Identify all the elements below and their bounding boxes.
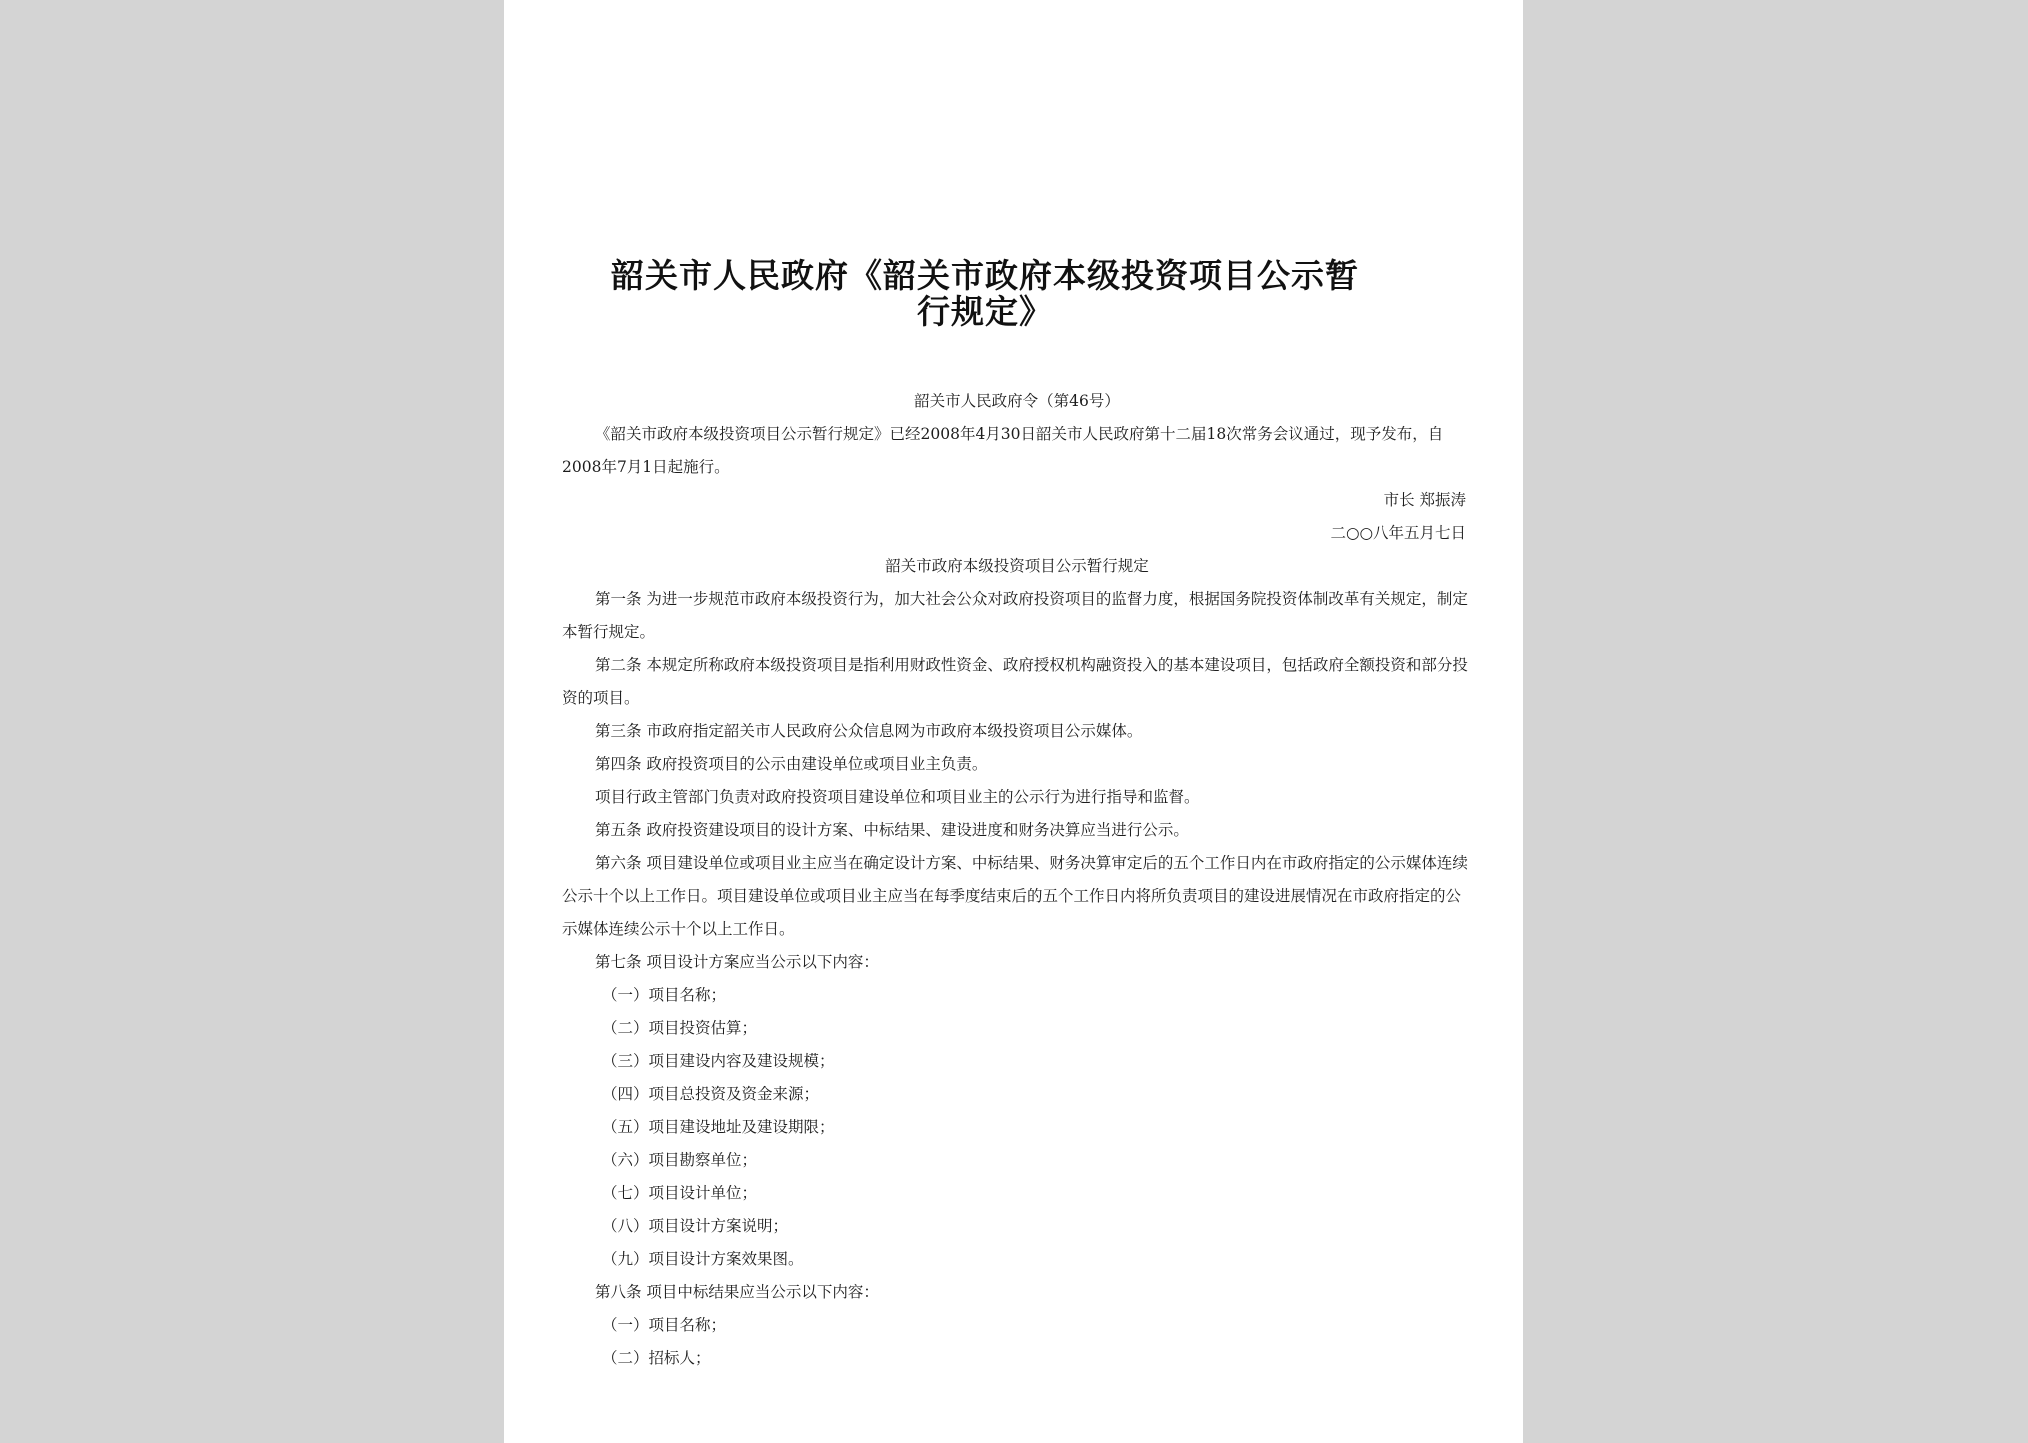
document-page [504, 0, 1523, 1443]
list-item: （一）项目名称； [602, 1316, 727, 1334]
article-paragraph: 第三条 市政府指定韶关市人民政府公众信息网为市政府本级投资项目公示媒体。 [595, 722, 1143, 740]
regulation-subtitle: 韶关市政府本级投资项目公示暂行规定 [885, 557, 1149, 575]
list-item: （二）招标人； [602, 1349, 711, 1367]
issue-date: 二○○八年五月七日 [1330, 524, 1466, 542]
intro-paragraph: 《韶关市政府本级投资项目公示暂行规定》已经2008年4月30日韶关市人民政府第十二届18次常务会议通过，现予发布，自2008年7月1日起施行。 [562, 425, 1444, 476]
article-paragraph: 第七条 项目设计方案应当公示以下内容： [595, 953, 879, 971]
article-paragraph: 项目行政主管部门负责对政府投资项目建设单位和项目业主的公示行为进行指导和监督。 [595, 788, 1200, 806]
list-item: （二）项目投资估算； [602, 1019, 758, 1037]
list-item: （七）项目设计单位； [602, 1184, 758, 1202]
article-paragraph: 第四条 政府投资项目的公示由建设单位或项目业主负责。 [595, 755, 988, 773]
list-item: （八）项目设计方案说明； [602, 1217, 789, 1235]
article-paragraph: 第六条 项目建设单位或项目业主应当在确定设计方案、中标结果、财务决算审定后的五个工作日内在市政府指定的公示媒体连续公示十个以上工作日。项目建设单位或项目业主应当在每季度结束后的五个工作日内将所负责项目的建设进展情况在市政府指定的公示媒体连续公示十个以上工作日。 [562, 854, 1468, 938]
document-body [562, 385, 1472, 1375]
list-item: （四）项目总投资及资金来源； [602, 1085, 820, 1103]
signer: 市长 郑振涛 [1383, 491, 1466, 509]
list-item: （六）项目勘察单位； [602, 1151, 758, 1169]
order-number: 韶关市人民政府令（第46号） [914, 392, 1120, 410]
article-paragraph: 第八条 项目中标结果应当公示以下内容： [595, 1283, 879, 1301]
list-item: （五）项目建设地址及建设期限； [602, 1118, 835, 1136]
article-paragraph: 第一条 为进一步规范市政府本级投资行为，加大社会公众对政府投资项目的监督力度，根据国务院投资体制改革有关规定，制定本暂行规定。 [562, 590, 1468, 641]
list-item: （三）项目建设内容及建设规模； [602, 1052, 835, 1070]
list-item: （一）项目名称； [602, 986, 727, 1004]
article-paragraph: 第二条 本规定所称政府本级投资项目是指利用财政性资金、政府授权机构融资投入的基本建设项目，包括政府全额投资和部分投资的项目。 [562, 656, 1468, 707]
list-item: （九）项目设计方案效果图。 [602, 1250, 804, 1268]
document-title: 韶关市人民政府《韶关市政府本级投资项目公示暂行规定》 [611, 256, 1359, 331]
article-paragraph: 第五条 政府投资建设项目的设计方案、中标结果、建设进度和财务决算应当进行公示。 [595, 821, 1189, 839]
